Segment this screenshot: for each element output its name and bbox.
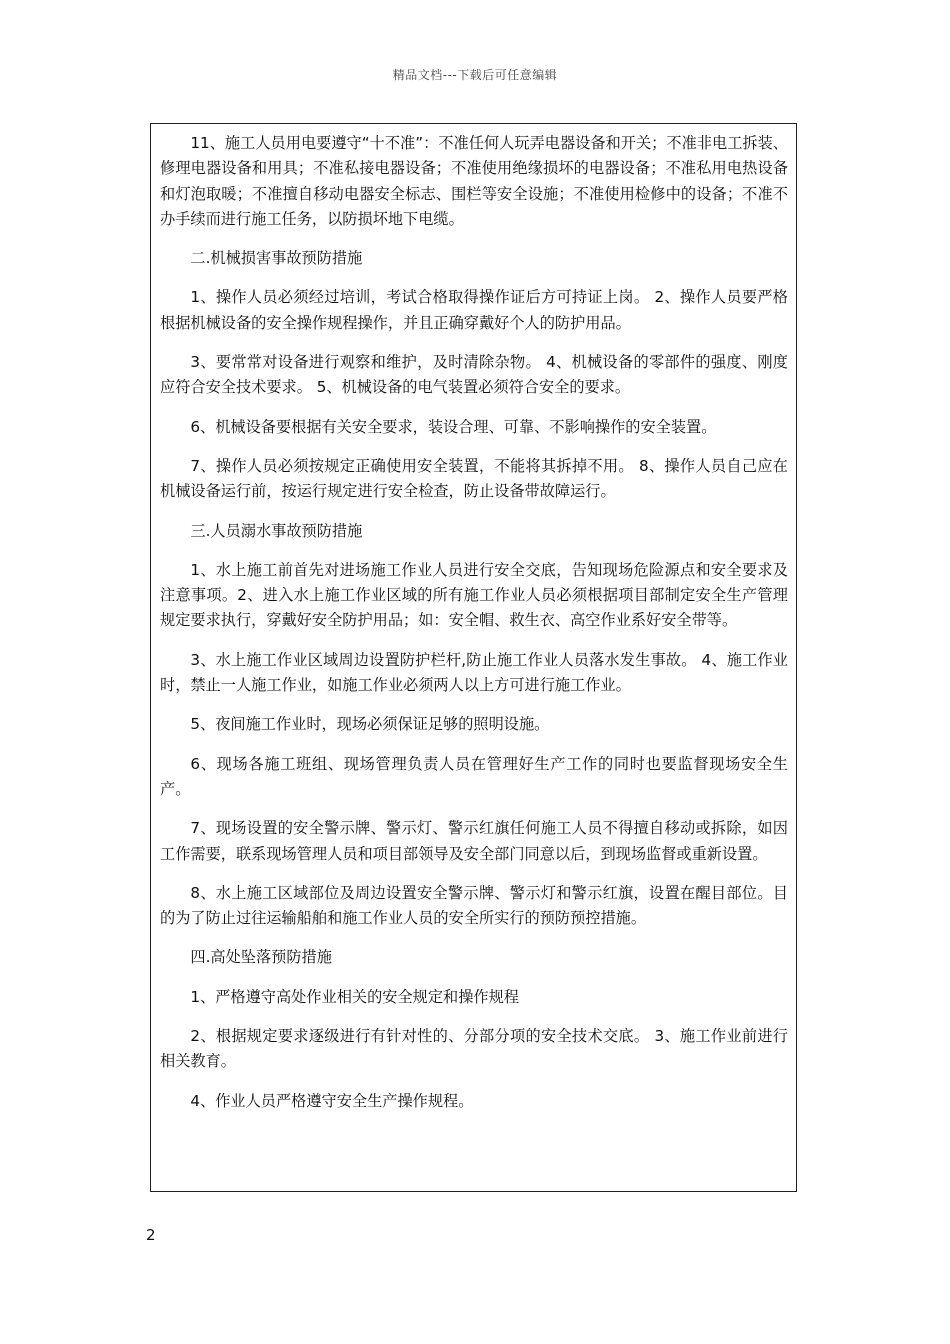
paragraph-electrical-rules: 11、施工人员用电要遵守“十不准”：不准任何人玩弄电器设备和开关；不准非电工拆装、修理电器设备和用具；不准私接电器设备；不准使用绝缘损坏的电器设备；不准私用电热设备和灯泡取暖；不准擅自移动电器安全标志、围栏等安全设施；不准使用检修中的设备；不准不办手续而进行施工任务，以防损坏地下电缆。 bbox=[160, 134, 788, 228]
paragraph-drowning-2: 3、水上施工作业区域周边设置防护栏杆,防止施工作业人员落水发生事故。 4、施工作业时，禁止一人施工作业，如施工作业必须两人以上方可进行施工作业。 bbox=[160, 650, 788, 695]
header-note: 精品文档---下载后可任意编辑 bbox=[392, 68, 558, 82]
paragraph-drowning-6: 8、水上施工区域部位及周边设置安全警示牌、警示灯和警示红旗，设置在醒目部位。目的为了防止过往运输船舶和施工作业人员的安全所实行的预防预控措施。 bbox=[160, 883, 788, 928]
section-heading-falling: 四.高处坠落预防措施 bbox=[190, 948, 332, 967]
section-heading-mechanical: 二.机械损害事故预防措施 bbox=[190, 249, 363, 268]
page-number: 2 bbox=[146, 1226, 156, 1244]
paragraph-drowning-1: 1、水上施工前首先对进场施工作业人员进行安全交底，告知现场危险源点和安全要求及注意事项。2、进入水上施工作业区域的所有施工作业人员必须根据项目部制定安全生产管理规定要求执行，穿戴好安全防护用品；如：安全帽、救生衣、高空作业系好安全带等。 bbox=[160, 560, 788, 630]
paragraph-drowning-5: 7、现场设置的安全警示牌、警示灯、警示红旗任何施工人员不得擅自移动或拆除，如因工作需要，联系现场管理人员和项目部领导及安全部门同意以后，到现场监督或重新设置。 bbox=[160, 819, 788, 863]
paragraph-mechanical-4: 7、操作人员必须按规定正确使用安全装置，不能将其拆掉不用。 8、操作人员自己应在机械设备运行前，按运行规定进行安全检查，防止设备带故障运行。 bbox=[160, 456, 788, 501]
paragraph-mechanical-2: 3、要常常对设备进行观察和维护，及时清除杂物。 4、机械设备的零部件的强度、刚度应符合安全技术要求。 5、机械设备的电气装置必须符合安全的要求。 bbox=[160, 353, 788, 397]
paragraph-drowning-3: 5、夜间施工作业时，现场必须保证足够的照明设施。 bbox=[190, 715, 550, 734]
paragraph-drowning-4: 6、现场各施工班组、现场管理负责人员在管理好生产工作的同时也要监督现场安全生产。 bbox=[160, 754, 788, 798]
content-box bbox=[150, 123, 797, 1192]
section-heading-drowning: 三.人员溺水事故预防措施 bbox=[190, 521, 363, 540]
paragraph-falling-3: 4、作业人员严格遵守安全生产操作规程。 bbox=[190, 1091, 474, 1110]
paragraph-falling-2: 2、根据规定要求逐级进行有针对性的、分部分项的安全技术交底。 3、施工作业前进行相关教育。 bbox=[160, 1027, 788, 1071]
paragraph-mechanical-1: 1、操作人员必须经过培训，考试合格取得操作证后方可持证上岗。 2、操作人员要严格根据机械设备的安全操作规程操作，并且正确穿戴好个人的防护用品。 bbox=[160, 288, 788, 332]
paragraph-falling-1: 1、严格遵守高处作业相关的安全规定和操作规程 bbox=[190, 987, 519, 1006]
paragraph-mechanical-3: 6、机械设备要根据有关安全要求，装设合理、可靠、不影响操作的安全装置。 bbox=[190, 417, 717, 436]
